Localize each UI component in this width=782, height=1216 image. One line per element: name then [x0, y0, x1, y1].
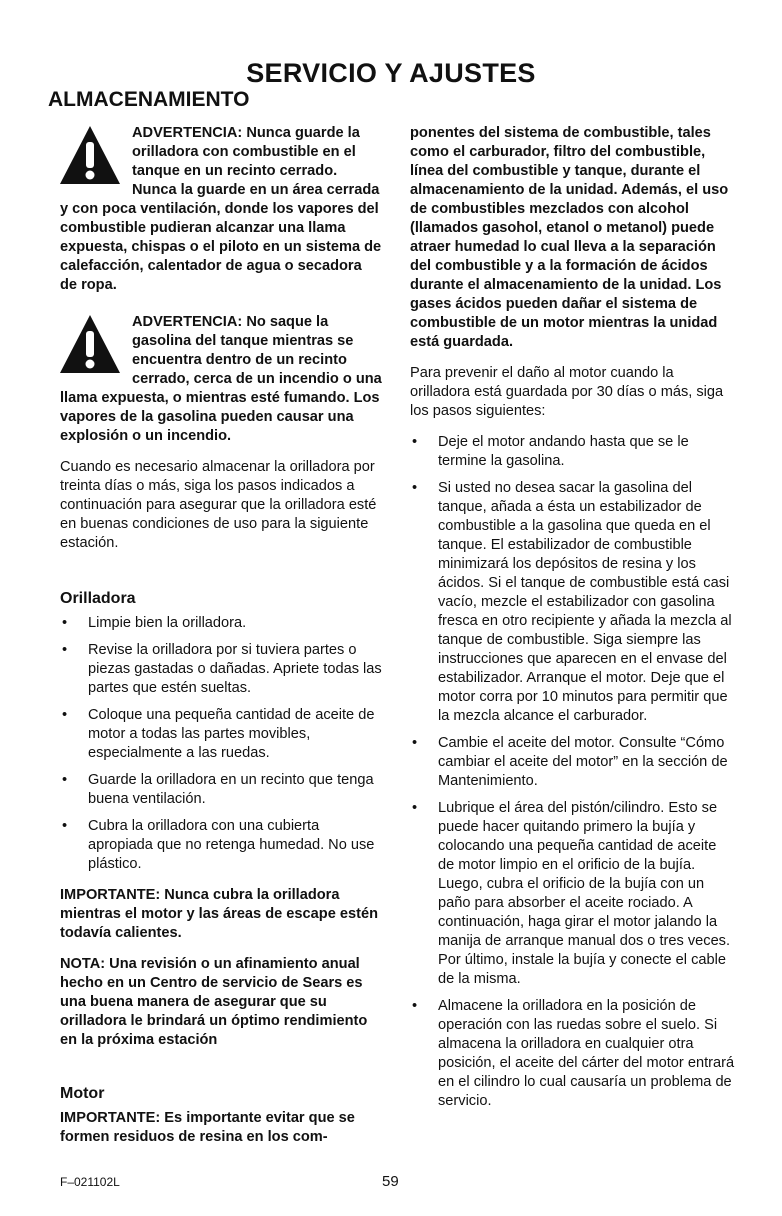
motor-importante-cont: ponentes del sistema de combustible, tales como el carburador, filtro del combustible, línea del combustible y tanque, durante el almacenamiento de la unidad. Además, el uso de combustibles mezclados con alcohol (llamados gasohol, etanol o metanol) puede atraer humedad lo cual lleva a la separación del combustible y a la formación de ácidos durante el almacenamiento de la unidad. Los gases ácidos pueden dañar el sistema de combustible de un motor mientras la unidad está guardada.: [410, 125, 729, 350]
warning-triangle-icon: [58, 124, 122, 186]
warning-block-2: [60, 313, 382, 446]
list-item: • Si usted no desea sacar la gasolina del tanque, añada a ésta un estabilizador de combustible a la gasolina que queda en el tanque. El estabilizador de combustible minimizará los depósitos de resina y los ácidos. Si el tanque de combustible está casi vacío, mezcle el estabilizador con gasolina fresca en otro recipiente y añada la mezcla al tanque de combustible. Siga siempre las instrucciones que aparecen en el envase del estabilizador. Arranque el motor. Deje que el motor corra por 10 minutos para permitir que la mezcla alcance el carburador.: [410, 479, 736, 726]
warning-block-1: [60, 124, 382, 295]
list-item: • Limpie bien la orilladora.: [60, 614, 382, 633]
list-item: • Cambie el aceite del motor. Consulte “Cómo cambiar el aceite del motor” en la sección de Mantenimiento.: [410, 734, 736, 791]
motor-importante-start: IMPORTANTE: Es importante evitar que se formen residuos de resina en los com-: [60, 1110, 355, 1145]
warning-text-1: ADVERTENCIA: Nunca guarde la orilladora con combustible en el tanque en un recinto cerrado. Nunca la guarde en un área cerrada y con poca ventilación, donde los vapores del combustible pudieran alcanzar una llama expuesta, chispas o el piloto en un sistema de calefacción, calentador de agua o secadora de ropa.: [60, 125, 382, 293]
section-heading: ALMACENAMIENTO: [48, 88, 250, 111]
list-item: • Revise la orilladora por si tuviera partes o piezas gastadas o dañadas. Apriete todas las partes que estén sueltas.: [60, 641, 382, 698]
motor-list: [410, 433, 736, 1111]
list-item: • Lubrique el área del pistón/cilindro. Esto se puede hacer quitando primero la bujía y colocando una pequeña cantidad de aceite de motor limpio en el orificio de la bujía. Luego, cubra el orificio de la bujía con un paño para absorber el aceite rociado. A continuación, haga girar el motor jalando la manija de arranque manual dos o tres veces. Por último, instale la bujía y conecte el cable de la misma.: [410, 799, 736, 989]
list-item: • Coloque una pequeña cantidad de aceite de motor a todas las partes movibles, especialmente a las ruedas.: [60, 706, 382, 763]
motor-intro: Para prevenir el daño al motor cuando la orilladora está guardada por 30 días o más, siga los pasos siguientes:: [410, 365, 724, 419]
orilladora-heading: Orilladora: [60, 590, 136, 607]
orilladora-nota: NOTA: Una revisión o un afinamiento anual hecho en un Centro de servicio de Sears es una buena manera de asegurar que su orilladora le brindará un óptimo rendimiento en la próxima estación: [60, 956, 368, 1048]
orilladora-importante: IMPORTANTE: Nunca cubra la orilladora mientras el motor y las áreas de escape estén todavía calientes.: [60, 887, 378, 941]
warning-text-2: ADVERTENCIA: No saque la gasolina del tanque mientras se encuentra dentro de un recinto cerrado, cerca de un incendio o una llama expuesta, o mientras esté fumando. Los vapores de la gasolina pueden causar una explosión o un incendio.: [60, 314, 382, 444]
list-item: • Deje el motor andando hasta que se le termine la gasolina.: [410, 433, 736, 471]
warning-triangle-icon: [58, 313, 122, 375]
footer-code: F–021102L: [60, 1175, 120, 1189]
orilladora-list: [60, 614, 382, 874]
right-column: [410, 124, 736, 1119]
list-item: • Guarde la orilladora en un recinto que tenga buena ventilación.: [60, 771, 382, 809]
left-column: [60, 124, 382, 1147]
page-title: SERVICIO Y AJUSTES: [246, 58, 536, 88]
list-item: • Cubra la orilladora con una cubierta apropiada que no retenga humedad. No use plástico.: [60, 817, 382, 874]
storage-intro: Cuando es necesario almacenar la orilladora por treinta días o más, siga los pasos indicados a continuación para asegurar que la orilladora esté en buenas condiciones de uso para la siguiente estación.: [60, 459, 377, 551]
motor-heading: Motor: [60, 1085, 105, 1102]
page-number: 59: [382, 1173, 399, 1190]
list-item: • Almacene la orilladora en la posición de operación con las ruedas sobre el suelo. Si almacena la orilladora en cualquier otra posición, el aceite del cárter del motor entrará en el cilindro lo cual causaría un problema de servicio.: [410, 997, 736, 1111]
